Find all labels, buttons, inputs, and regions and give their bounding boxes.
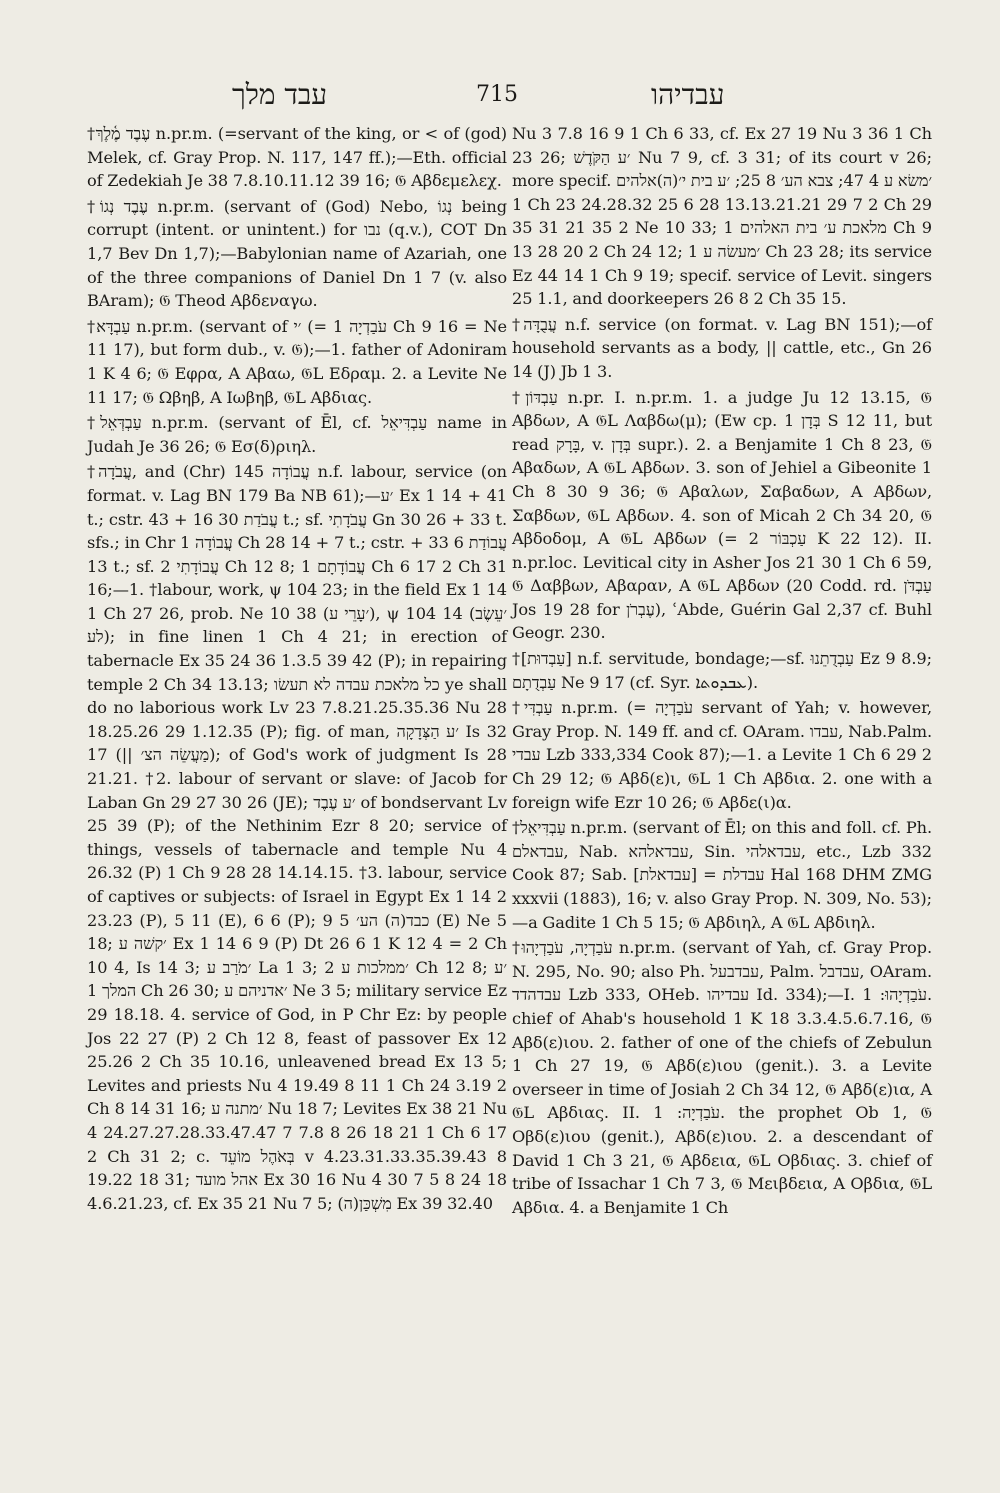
header-left-catchword: עבד מלך bbox=[232, 78, 328, 111]
entry-abdeel: †עַבְדְּאֵל n.pr.m. (servant of Ēl, cf. עַבְדִּיאֵל name in Judah Je 36 26; 𝔊 Εσ(δ)ριηλ. bbox=[87, 413, 508, 456]
right-column bbox=[512, 122, 932, 1221]
entry-abdon: †עַבְדּוֹן n.pr. I. n.pr.m. 1. a judge Ju 12 13.15, 𝔊 Αβδων, A 𝔊L Λαβδω(μ); (Ew cp. בְּדָן 1 S 12 11, but read בָּרָק, v. בְּדָן supr.). 2. a Benjamite 1 Ch 8 23, 𝔊 Αβαδων, A 𝔊L Αβδων. 3. son of Jehiel a Gibeonite 1 Ch 8 30 9 36; 𝔊 Αβαλων, Σαβαδων, A Αβδων, Σαβδων, 𝔊L Αβδων. 4. son of Micah 2 Ch 34 20, 𝔊 Αβδοδομ, A 𝔊L Αβδων (= עַכְבּוֹר 2 K 22 12). II. n.pr.loc. Levitical city in Asher Jos 21 30 1 Ch 6 59, 𝔊 Δαββων, Αβαραν, A 𝔊L Αβδων (20 Codd. rd. עַבְדֹּן Jos 19 28 for עֶבְרֹן), ʿAbde, Guérin Gal 2,37 cf. Buhl Geogr. 230. bbox=[512, 387, 932, 643]
entry-eved-nego: †עֶבֶד נְגוֹ n.pr.m. (servant of (God) Nebo, נְגוֹ being corrupt (intent. or unintent.) for נבו (q.v.), COT Dn 1,7 Bev Dn 1,7);—Babylonian name of Azariah, one of the three companions of Daniel Dn 1 7 (v. also BAram); 𝔊 Theod Αβδεναγω. bbox=[87, 196, 507, 311]
page-header bbox=[0, 76, 1000, 118]
entry-avduth: †[עַבְדוּת] n.f. servitude, bondage;—sf. עַבְדֻתֵנוּ Ez 9 8.9; עַבְדֻתָם Ne 9 17 (cf. Syr. ܥܒܕܘܬܐ). bbox=[512, 649, 932, 692]
entry-avodah: †עֲבֹדָה, and (Chr) עֲבוֹדָה 145 n.f. labour, service (on format. v. Lag BN 179 Ba NB 61);—׳ע Ex 1 14 + 41 t.; cstr. עֲבֹדַת 30 16 + 43 t.; sf. עֲבֹדָתִי Gn 30 26 + 33 t. sfs.; in Chr עֲבוֹדָה 1 Ch 28 14 + 7 t.; cstr. עֲבוֹדַת 6 33 + 13 t.; sf. עֲבוֹדָתִי 2 Ch 12 8; עֲבוֹדָתָם 1 Ch 6 17 2 Ch 31 16;—1. †labour, work, ψ 104 23; in the field Ex 1 14 1 Ch 27 26, prob. Ne 10 38 (׳עָרֵי ע), ψ 104 14 (׳עֵשֶׂב לע); in fine linen 1 Ch 4 21; in erection of tabernacle Ex 35 24 36 1.3.5 39 42 (P); in repairing temple 2 Ch 34 13.13; כל מלאכת עבדה לא תעשׂו ye shall do no laborious work Lv 23 7.8.21.25.35.36 Nu 28 18.25.26 29 1.12.35 (P); fig. of man, ׳ע הַצְּדָקָה Is 32 17 (|| מַעֲשֵׂה הצ׳); of God's work of judgment Is 28 21.21. †2. labour of servant or slave: of Jacob for Laban Gn 29 27 30 26 (JE); ׳ע עֶבֶד of bondservant Lv 25 39 (P); of the Nethinim Ezr 8 20; service of things, vessels of tabernacle and temple Nu 4 26.32 (P) 1 Ch 9 28 28 14.14.15. †3. labour, service of captives or subjects: of Israel in Egypt Ex 1 14 2 23.23 (P), 5 11 (E), 6 6 (P); כבד(ה) הע׳ 5 9 (E) Ne 5 18; ׳קשׁה ע Ex 1 14 6 9 (P) Dt 26 6 1 K 12 4 = 2 Ch 10 4, Is 14 3; ׳מֹרַב ע La 1 3; ׳ממלכות ע 2 Ch 12 8; ׳ע המלך 1 Ch 26 30; ׳אדניהם ע Ne 3 5; military service Ez 29 18.18. 4. service of God, in P Chr Ez: by people Jos 22 27 (P) 2 Ch 12 8, feast of passover Ex 12 25.26 2 Ch 35 10.16, unleavened bread Ex 13 5; Levites and priests Nu 4 19.49 8 11 1 Ch 24 3.19 2 Ch 8 14 31 16; ׳מתנה ע Nu 18 7; Levites Ex 38 21 Nu 4 24.27.27.28.33.47.47 7 7.8 8 26 18 21 1 Ch 6 17 2 Ch 31 2; c. בְּאֹהֶל מוֹעֵד v 4.23.31.33.35.39.43 8 19.22 18 31; אהל מועד Ex 30 16 Nu 4 30 7 5 8 24 18 4.6.21.23, cf. Ex 35 21 Nu 7 5; מִשְׁכַּן(ה) Ex 39 32.40 bbox=[87, 462, 508, 1213]
entry-abuddah: †עֲבֻדָּה n.f. service (on format. v. Lag BN 151);—of household servants as a body, || cattle, etc., Gn 26 14 (J) Jb 1 3. bbox=[512, 314, 932, 381]
entry-abda: †עַבְדָּא n.pr.m. (servant of ׳י (= עֹבַדְיָה 1 Ch 9 16 = Ne 11 17), but form dub., v. 𝔊);—1. father of Adoniram 1 K 4 6; 𝔊 Εφρα, A Αβαω, 𝔊L Εδραμ. 2. a Levite Ne 11 17; 𝔊 Ωβηβ, A Ιωβηβ, 𝔊L Αβδιας. bbox=[87, 316, 507, 407]
entry-abdiel: †עַבְדִּיאֵל n.pr.m. (servant of Ēl; on this and foll. cf. Ph. עבדאלם, Nab. עבדאלהא, Sin. עבדאלהי, etc., Lzb 332 Cook 87; Sab. עבדלת = [עבדאלת] Hal 168 DHM ZMG xxxvii (1883), 16; v. also Gray Prop. N. 309, No. 53);—a Gadite 1 Ch 5 15; 𝔊 Αβδιηλ, A 𝔊L Αβδιηλ. bbox=[512, 818, 932, 932]
entry-abdi: †עַבְדִּי n.pr.m. (= עֹבַדְיָה servant of Yah; v. however, Gray Prop. N. 149 ff. and cf. OAram. עבדו, Nab.Palm. עבדי Lzb 333,334 Cook 87);—1. a Levite 1 Ch 6 29 2 Ch 29 12; 𝔊 Αβδ(ε)ι, 𝔊L 1 Ch Αβδια. 2. one with a foreign wife Ezr 10 26; 𝔊 Αβδε(ι)α. bbox=[512, 698, 933, 812]
entry-eved-melek: †עֶבֶד מֶ֫לֶךְ n.pr.m. (=servant of the king, or < of (god) Melek, cf. Gray Prop. N. 117, 147 ff.);—Eth. official of Zedekiah Je 38 7.8.10.11.12 39 16; 𝔊 Αβδεμελεχ. bbox=[87, 124, 507, 191]
page-number: 715 bbox=[476, 82, 518, 107]
entry-avodah-continued: Nu 3 7.8 16 9 1 Ch 6 33, cf. Ex 27 19 Nu 3 36 1 Ch 23 26; ׳ע הַקֹּדֶשׁ Nu 7 9, cf. 3 31; of its court v 26; more specif. ׳משׂא ע 4 47; צבא הע׳ 8 25; ׳ע בית י׳(ה)אלהים 1 Ch 23 24.28.32 25 6 28 13.13.21.21 29 7 2 Ch 29 35 31 21 35 2 Ne 10 33; מלאכת ע׳ בית האלהים 1 Ch 9 13 28 20 2 Ch 24 12; ׳מעשׂה ע 1 Ch 23 28; its service Ez 44 14 1 Ch 9 19; specif. service of Levit. singers 25 1.1, and doorkeepers 26 8 2 Ch 35 15. bbox=[512, 124, 933, 309]
header-right-catchword: עבדיהו bbox=[651, 78, 725, 111]
entry-obadiah: †עֹבַדְיָה, עֹבַדְיָהוּ n.pr.m. (servant of Yah, cf. Gray Prop. N. 295, No. 90; also Ph. עבדבעל, Palm. עבדבל, OAram. עבדהדד Lzb 333, OHeb. עבדיהו Id. 334);—I. עֹבַדְיָהוּ: 1. chief of Ahab's household 1 K 18 3.3.4.5.6.7.16, 𝔊 Αβδ(ε)ιου. 2. father of one of the chiefs of Zebulun 1 Ch 27 19, 𝔊 Αβδ(ε)ιου (genit.). 3. a Levite overseer in time of Josiah 2 Ch 34 12, 𝔊 Αβδ(ε)ια, A 𝔊L Αβδιας. II. עֹבַדְיָה: 1. the prophet Ob 1, 𝔊 Οβδ(ε)ιου (genit.), Αβδ(ε)ιου. 2. a descendant of David 1 Ch 3 21, 𝔊 Αβδεια, 𝔊L Οβδιας. 3. chief of tribe of Issachar 1 Ch 7 3, 𝔊 Μειβδεια, A Οβδια, 𝔊L Αβδια. 4. a Benjamite 1 Ch bbox=[512, 938, 933, 1217]
left-column bbox=[87, 122, 507, 1217]
